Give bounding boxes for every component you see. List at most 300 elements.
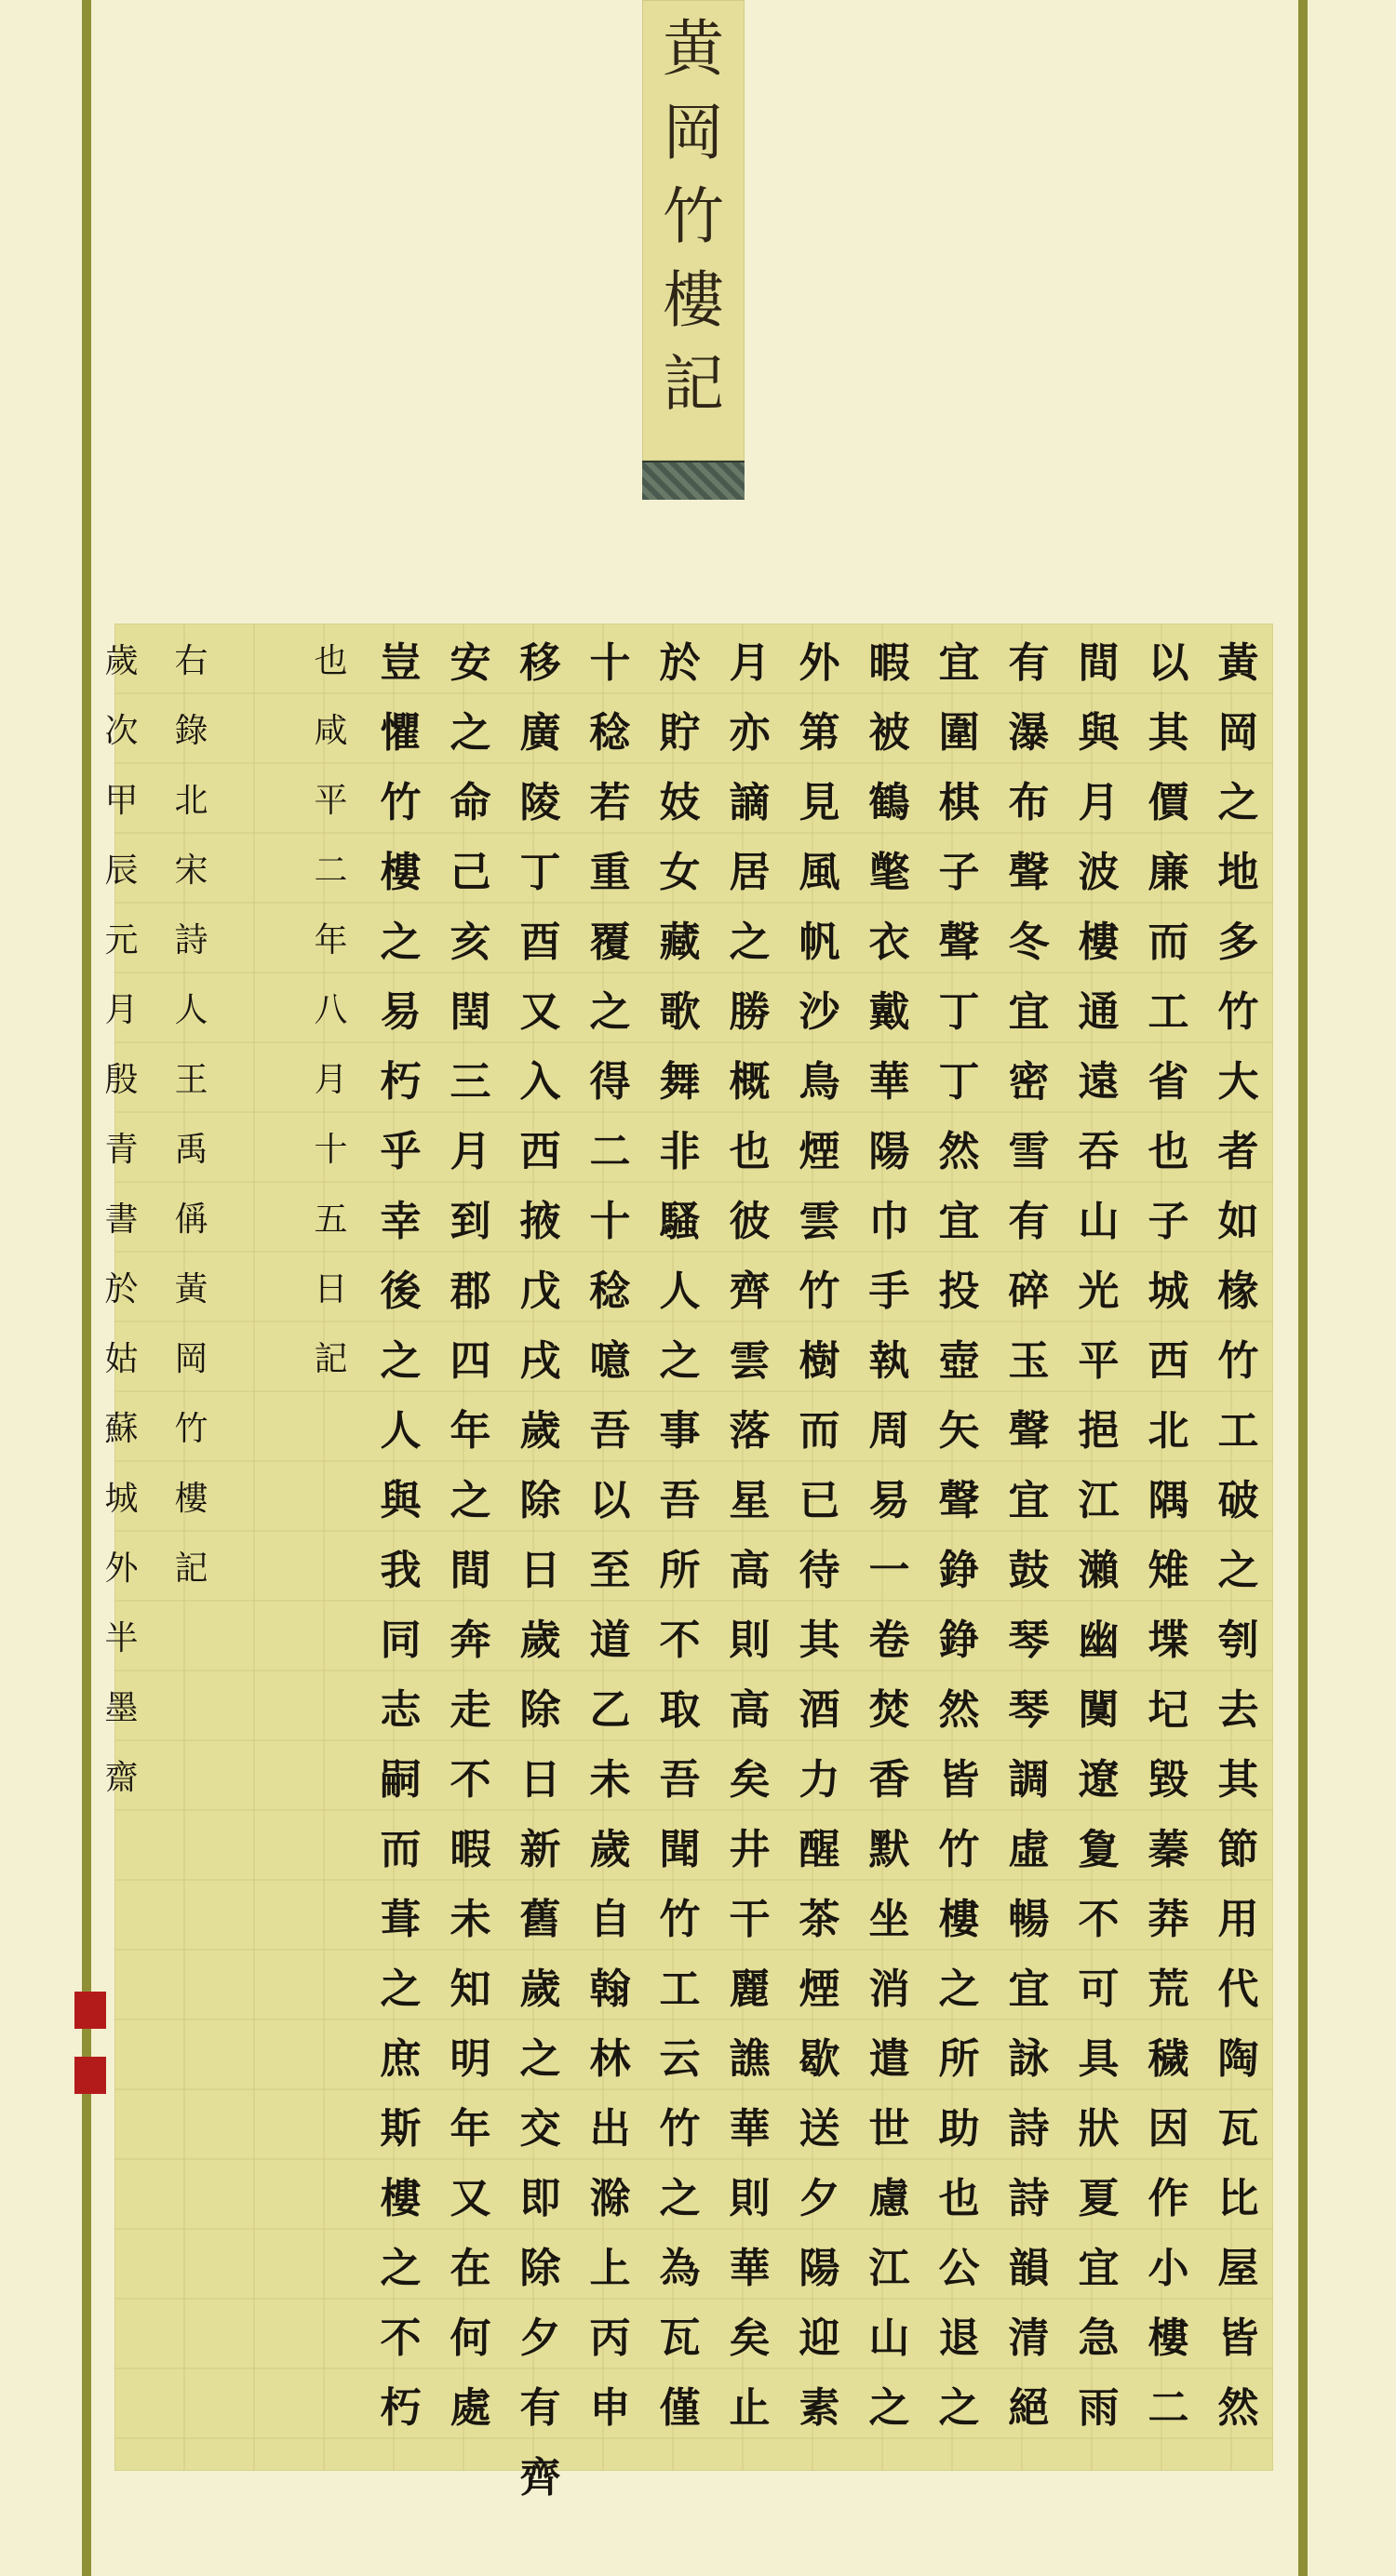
calligraphy-char: 北	[1148, 1406, 1189, 1455]
calligraphy-char: 王	[174, 1061, 208, 1099]
calligraphy-char: 卷	[868, 1616, 910, 1664]
calligraphy-char: 出	[589, 2104, 631, 2153]
calligraphy-char: 子	[1148, 1197, 1189, 1245]
calligraphy-char: 申	[589, 2383, 631, 2432]
calligraphy-panel	[104, 624, 1273, 2502]
calligraphy-char: 棋	[938, 778, 980, 826]
calligraphy-char: 助	[938, 2104, 980, 2153]
calligraphy-char: 莽	[1148, 1895, 1189, 1943]
calligraphy-char: 云	[659, 2034, 701, 2083]
calligraphy-char: 豈	[380, 638, 422, 687]
calligraphy-char: 山	[868, 2314, 910, 2362]
calligraphy-char: 星	[729, 1476, 771, 1524]
calligraphy-char: 竹	[174, 1410, 208, 1448]
calligraphy-char: 三	[450, 1057, 491, 1106]
calligraphy-char: 之	[1217, 1546, 1259, 1594]
calligraphy-char: 地	[1217, 848, 1259, 896]
calligraphy-char: 城	[104, 1480, 139, 1518]
calligraphy-char: 志	[380, 1685, 422, 1734]
calligraphy-char: 除	[519, 1685, 561, 1734]
calligraphy-char: 月	[450, 1127, 491, 1175]
calligraphy-char: 竹	[659, 1895, 701, 1943]
title-char: 記	[663, 348, 724, 420]
calligraphy-char: 在	[450, 2244, 491, 2292]
calligraphy-char: 年	[314, 921, 348, 959]
calligraphy-char: 瀑	[1008, 708, 1050, 757]
calligraphy-char: 者	[1217, 1127, 1259, 1175]
calligraphy-char: 不	[450, 1755, 491, 1804]
calligraphy-char: 井	[729, 1825, 771, 1873]
text-column	[226, 624, 296, 2471]
calligraphy-char: 之	[589, 987, 631, 1036]
calligraphy-char: 皆	[938, 1755, 980, 1804]
calligraphy-char: 風	[799, 848, 840, 896]
calligraphy-char: 勝	[729, 987, 771, 1036]
calligraphy-char: 同	[380, 1616, 422, 1664]
calligraphy-char: 破	[1217, 1476, 1259, 1524]
calligraphy-char: 堞	[1148, 1616, 1189, 1664]
calligraphy-char: 齊	[519, 2453, 561, 2502]
calligraphy-char: 詩	[174, 921, 208, 959]
calligraphy-char: 冬	[1008, 918, 1050, 966]
calligraphy-char: 蓁	[1148, 1825, 1189, 1873]
calligraphy-char: 聞	[659, 1825, 701, 1873]
calligraphy-char: 瀨	[1078, 1546, 1120, 1594]
calligraphy-char: 有	[1008, 638, 1050, 687]
text-column	[156, 624, 226, 2471]
decorative-knot	[642, 461, 745, 500]
calligraphy-char: 交	[519, 2104, 561, 2153]
calligraphy-char: 葺	[380, 1895, 422, 1943]
calligraphy-char: 歌	[659, 987, 701, 1036]
calligraphy-char: 之	[380, 2244, 422, 2292]
calligraphy-char: 刳	[1217, 1616, 1259, 1664]
calligraphy-char: 香	[868, 1755, 910, 1804]
calligraphy-char: 毀	[1148, 1755, 1189, 1804]
calligraphy-char: 懼	[380, 708, 422, 757]
calligraphy-char: 平	[1078, 1336, 1120, 1385]
calligraphy-char: 聲	[1008, 848, 1050, 896]
calligraphy-char: 竹	[799, 1267, 840, 1315]
calligraphy-char: 為	[659, 2244, 701, 2292]
calligraphy-char: 夕	[519, 2314, 561, 2362]
calligraphy-char: 則	[729, 2174, 771, 2222]
calligraphy-char: 齊	[729, 1267, 771, 1315]
right-mount-line	[1298, 0, 1308, 2576]
calligraphy-char: 屋	[1217, 2244, 1259, 2292]
calligraphy-char: 月	[1078, 778, 1120, 826]
calligraphy-char: 甲	[104, 782, 139, 820]
calligraphy-char: 之	[868, 2383, 910, 2432]
text-column	[575, 624, 645, 2471]
calligraphy-char: 歲	[589, 1825, 631, 1873]
calligraphy-char: 沙	[799, 987, 840, 1036]
calligraphy-char: 月	[314, 1061, 348, 1099]
calligraphy-char: 舊	[519, 1895, 561, 1943]
calligraphy-char: 未	[450, 1895, 491, 1943]
calligraphy-char: 圍	[938, 708, 980, 757]
calligraphy-char: 稔	[589, 708, 631, 757]
calligraphy-char: 日	[314, 1270, 348, 1308]
calligraphy-char: 力	[799, 1755, 840, 1804]
calligraphy-char: 間	[450, 1546, 491, 1594]
calligraphy-char: 易	[380, 987, 422, 1036]
calligraphy-char: 通	[1078, 987, 1120, 1036]
calligraphy-char: 消	[868, 1965, 910, 2013]
title-char: 岡	[663, 97, 724, 168]
calligraphy-char: 江	[1078, 1476, 1120, 1524]
calligraphy-char: 送	[799, 2104, 840, 2153]
calligraphy-char: 取	[659, 1685, 701, 1734]
calligraphy-char: 樓	[938, 1895, 980, 1943]
calligraphy-char: 之	[659, 1336, 701, 1385]
calligraphy-char: 騷	[659, 1197, 701, 1245]
calligraphy-char: 焚	[868, 1685, 910, 1734]
calligraphy-char: 藏	[659, 918, 701, 966]
calligraphy-char: 酒	[799, 1685, 840, 1734]
calligraphy-char: 陽	[799, 2244, 840, 2292]
calligraphy-char: 又	[519, 987, 561, 1036]
calligraphy-char: 矢	[938, 1406, 980, 1455]
calligraphy-char: 咸	[314, 712, 348, 750]
calligraphy-char: 二	[1148, 2383, 1189, 2432]
calligraphy-char: 墨	[104, 1689, 139, 1727]
calligraphy-char: 貯	[659, 708, 701, 757]
calligraphy-char: 挹	[1078, 1406, 1120, 1455]
calligraphy-char: 人	[659, 1267, 701, 1315]
calligraphy-char: 瓦	[1217, 2104, 1259, 2153]
calligraphy-char: 之	[450, 708, 491, 757]
calligraphy-char: 以	[589, 1476, 631, 1524]
calligraphy-char: 夐	[1078, 1825, 1120, 1873]
calligraphy-char: 素	[799, 2383, 840, 2432]
calligraphy-char: 戴	[868, 987, 910, 1036]
calligraphy-char: 歲	[519, 1406, 561, 1455]
calligraphy-char: 狀	[1078, 2104, 1120, 2153]
calligraphy-char: 也	[729, 1127, 771, 1175]
calligraphy-char: 命	[450, 778, 491, 826]
calligraphy-char: 麗	[729, 1965, 771, 2013]
calligraphy-char: 執	[868, 1336, 910, 1385]
calligraphy-char: 詠	[1008, 2034, 1050, 2083]
calligraphy-char: 居	[729, 848, 771, 896]
calligraphy-char: 穢	[1148, 2034, 1189, 2083]
calligraphy-char: 玉	[1008, 1336, 1050, 1385]
calligraphy-char: 偁	[174, 1201, 208, 1239]
calligraphy-char: 急	[1078, 2314, 1120, 2362]
calligraphy-char: 月	[729, 638, 771, 687]
calligraphy-char: 節	[1217, 1825, 1259, 1873]
calligraphy-char: 噫	[589, 1336, 631, 1385]
calligraphy-char: 齋	[104, 1759, 139, 1797]
calligraphy-char: 然	[938, 1127, 980, 1175]
calligraphy-char: 其	[799, 1616, 840, 1664]
calligraphy-char: 二	[314, 852, 348, 890]
calligraphy-char: 遣	[868, 2034, 910, 2083]
calligraphy-char: 公	[938, 2244, 980, 2292]
calligraphy-char: 有	[519, 2383, 561, 2432]
calligraphy-char: 之	[380, 918, 422, 966]
calligraphy-char: 高	[729, 1546, 771, 1594]
calligraphy-char: 辰	[104, 852, 139, 890]
calligraphy-char: 調	[1008, 1755, 1050, 1804]
red-seal-stamp	[74, 1992, 106, 2029]
calligraphy-char: 雨	[1078, 2383, 1120, 2432]
calligraphy-char: 宜	[938, 638, 980, 687]
calligraphy-char: 帆	[799, 918, 840, 966]
calligraphy-char: 雪	[1008, 1127, 1050, 1175]
calligraphy-char: 比	[1217, 2174, 1259, 2222]
calligraphy-char: 後	[380, 1267, 422, 1315]
calligraphy-char: 外	[799, 638, 840, 687]
text-column	[1064, 624, 1134, 2471]
calligraphy-char: 事	[659, 1406, 701, 1455]
calligraphy-char: 樹	[799, 1336, 840, 1385]
calligraphy-char: 入	[519, 1057, 561, 1106]
calligraphy-char: 幸	[380, 1197, 422, 1245]
calligraphy-char: 吾	[659, 1476, 701, 1524]
calligraphy-char: 歲	[104, 642, 139, 680]
text-column	[785, 624, 854, 2471]
calligraphy-char: 具	[1078, 2034, 1120, 2083]
calligraphy-char: 明	[450, 2034, 491, 2083]
text-column	[1203, 624, 1273, 2471]
calligraphy-char: 夕	[799, 2174, 840, 2222]
calligraphy-char: 然	[1217, 2383, 1259, 2432]
calligraphy-char: 記	[174, 1550, 208, 1588]
calligraphy-char: 其	[1148, 708, 1189, 757]
calligraphy-char: 華	[868, 1057, 910, 1106]
calligraphy-char: 上	[589, 2244, 631, 2292]
text-column	[994, 624, 1064, 2471]
calligraphy-char: 譙	[729, 2034, 771, 2083]
calligraphy-char: 丁	[519, 848, 561, 896]
calligraphy-char: 歲	[519, 1616, 561, 1664]
calligraphy-char: 皆	[1217, 2314, 1259, 2362]
calligraphy-char: 次	[104, 712, 139, 750]
calligraphy-char: 與	[1078, 708, 1120, 757]
calligraphy-char: 翰	[589, 1965, 631, 2013]
calligraphy-char: 錄	[174, 712, 208, 750]
calligraphy-char: 掖	[519, 1197, 561, 1245]
calligraphy-char: 也	[938, 2174, 980, 2222]
calligraphy-char: 詩	[1008, 2104, 1050, 2153]
calligraphy-char: 隅	[1148, 1476, 1189, 1524]
calligraphy-char: 代	[1217, 1965, 1259, 2013]
calligraphy-char: 即	[519, 2174, 561, 2222]
calligraphy-char: 碎	[1008, 1267, 1050, 1315]
calligraphy-char: 止	[729, 2383, 771, 2432]
calligraphy-char: 雲	[729, 1336, 771, 1385]
calligraphy-char: 如	[1217, 1197, 1259, 1245]
calligraphy-char: 茶	[799, 1895, 840, 1943]
calligraphy-char: 青	[104, 1131, 139, 1169]
calligraphy-char: 聲	[938, 918, 980, 966]
calligraphy-char: 十	[589, 1197, 631, 1245]
calligraphy-char: 煙	[799, 1127, 840, 1175]
calligraphy-char: 岡	[174, 1340, 208, 1378]
calligraphy-char: 待	[799, 1546, 840, 1594]
calligraphy-char: 矣	[729, 2314, 771, 2362]
calligraphy-char: 工	[1148, 987, 1189, 1036]
calligraphy-char: 丁	[938, 1057, 980, 1106]
calligraphy-char: 新	[519, 1825, 561, 1873]
calligraphy-char: 陵	[519, 778, 561, 826]
calligraphy-char: 省	[1148, 1057, 1189, 1106]
calligraphy-char: 高	[729, 1685, 771, 1734]
calligraphy-char: 元	[104, 921, 139, 959]
calligraphy-char: 而	[380, 1825, 422, 1873]
calligraphy-char: 之	[729, 918, 771, 966]
calligraphy-char: 西	[1148, 1336, 1189, 1385]
calligraphy-char: 坐	[868, 1895, 910, 1943]
calligraphy-char: 四	[450, 1336, 491, 1385]
calligraphy-char: 宜	[938, 1197, 980, 1245]
calligraphy-char: 於	[104, 1270, 139, 1308]
calligraphy-char: 之	[380, 1965, 422, 2013]
calligraphy-char: 至	[589, 1546, 631, 1594]
calligraphy-char: 遠	[1078, 1057, 1120, 1106]
calligraphy-char: 妓	[659, 778, 701, 826]
calligraphy-char: 陶	[1217, 2034, 1259, 2083]
text-column	[87, 624, 156, 2471]
calligraphy-char: 煙	[799, 1965, 840, 2013]
calligraphy-char: 宜	[1078, 2244, 1120, 2292]
calligraphy-char: 戊	[519, 1267, 561, 1315]
calligraphy-char: 吞	[1078, 1127, 1120, 1175]
calligraphy-char: 世	[868, 2104, 910, 2153]
calligraphy-char: 亥	[450, 918, 491, 966]
calligraphy-char: 一	[868, 1546, 910, 1594]
calligraphy-char: 詩	[1008, 2174, 1050, 2222]
calligraphy-char: 除	[519, 2244, 561, 2292]
calligraphy-char: 之	[1217, 778, 1259, 826]
calligraphy-char: 何	[450, 2314, 491, 2362]
calligraphy-char: 圮	[1148, 1685, 1189, 1734]
calligraphy-char: 陽	[868, 1127, 910, 1175]
red-seal-stamp	[74, 2057, 106, 2094]
calligraphy-char: 荒	[1148, 1965, 1189, 2013]
calligraphy-char: 去	[1217, 1685, 1259, 1734]
calligraphy-char: 歲	[519, 1965, 561, 2013]
calligraphy-char: 也	[314, 642, 348, 680]
calligraphy-char: 岡	[1217, 708, 1259, 757]
calligraphy-char: 竹	[1217, 987, 1259, 1036]
calligraphy-char: 所	[659, 1546, 701, 1594]
calligraphy-char: 斯	[380, 2104, 422, 2153]
calligraphy-char: 間	[1078, 638, 1120, 687]
calligraphy-char: 若	[589, 778, 631, 826]
text-column	[715, 624, 785, 2471]
calligraphy-char: 鳥	[799, 1057, 840, 1106]
calligraphy-char: 華	[729, 2104, 771, 2153]
calligraphy-char: 樓	[380, 848, 422, 896]
calligraphy-char: 所	[938, 2034, 980, 2083]
calligraphy-char: 朽	[380, 1057, 422, 1106]
calligraphy-char: 城	[1148, 1267, 1189, 1315]
calligraphy-char: 易	[868, 1476, 910, 1524]
calligraphy-char: 林	[589, 2034, 631, 2083]
calligraphy-char: 作	[1148, 2174, 1189, 2222]
calligraphy-char: 用	[1217, 1895, 1259, 1943]
calligraphy-char: 不	[659, 1616, 701, 1664]
calligraphy-char: 山	[1078, 1197, 1120, 1245]
calligraphy-char: 黃	[174, 1270, 208, 1308]
calligraphy-char: 滁	[589, 2174, 631, 2222]
text-column	[436, 624, 505, 2471]
calligraphy-char: 雉	[1148, 1546, 1189, 1594]
title-char: 樓	[663, 264, 724, 336]
calligraphy-char: 於	[659, 638, 701, 687]
calligraphy-char: 十	[314, 1131, 348, 1169]
calligraphy-char: 竹	[659, 2104, 701, 2153]
calligraphy-char: 宜	[1008, 1965, 1050, 2013]
calligraphy-char: 被	[868, 708, 910, 757]
calligraphy-char: 吾	[589, 1406, 631, 1455]
calligraphy-char: 衣	[868, 918, 910, 966]
calligraphy-char: 其	[1217, 1755, 1259, 1804]
calligraphy-char: 己	[450, 848, 491, 896]
calligraphy-char: 右	[174, 642, 208, 680]
calligraphy-char: 重	[589, 848, 631, 896]
calligraphy-char: 華	[729, 2244, 771, 2292]
text-column	[296, 624, 366, 2471]
text-column	[1134, 624, 1203, 2471]
calligraphy-char: 巾	[868, 1197, 910, 1245]
calligraphy-char: 聲	[1008, 1406, 1050, 1455]
calligraphy-char: 價	[1148, 778, 1189, 826]
calligraphy-char: 女	[659, 848, 701, 896]
calligraphy-char: 慮	[868, 2174, 910, 2222]
calligraphy-char: 北	[174, 782, 208, 820]
calligraphy-char: 默	[868, 1825, 910, 1873]
calligraphy-char: 年	[450, 2104, 491, 2153]
calligraphy-char: 月	[104, 991, 139, 1029]
calligraphy-char: 到	[450, 1197, 491, 1245]
calligraphy-char: 郡	[450, 1267, 491, 1315]
calligraphy-char: 壺	[938, 1336, 980, 1385]
calligraphy-char: 波	[1078, 848, 1120, 896]
calligraphy-char: 琴	[1008, 1616, 1050, 1664]
calligraphy-char: 五	[314, 1201, 348, 1239]
calligraphy-char: 舞	[659, 1057, 701, 1106]
calligraphy-char: 竹	[938, 1825, 980, 1873]
calligraphy-char: 廉	[1148, 848, 1189, 896]
calligraphy-char: 韻	[1008, 2244, 1050, 2292]
calligraphy-char: 宜	[1008, 1476, 1050, 1524]
calligraphy-char: 醒	[799, 1825, 840, 1873]
calligraphy-char: 二	[589, 1127, 631, 1175]
calligraphy-char: 錚	[938, 1546, 980, 1594]
text-column	[645, 624, 715, 2471]
calligraphy-char: 書	[104, 1201, 139, 1239]
calligraphy-char: 虛	[1008, 1825, 1050, 1873]
calligraphy-char: 不	[1078, 1895, 1120, 1943]
calligraphy-char: 手	[868, 1267, 910, 1315]
calligraphy-char: 丁	[938, 987, 980, 1036]
calligraphy-char: 樓	[1078, 918, 1120, 966]
calligraphy-char: 江	[868, 2244, 910, 2292]
calligraphy-char: 乙	[589, 1685, 631, 1734]
calligraphy-char: 西	[519, 1127, 561, 1175]
title-char: 竹	[663, 181, 724, 252]
calligraphy-char: 多	[1217, 918, 1259, 966]
text-column	[924, 624, 994, 2471]
calligraphy-char: 闃	[1078, 1685, 1120, 1734]
calligraphy-char: 第	[799, 708, 840, 757]
calligraphy-char: 日	[519, 1755, 561, 1804]
calligraphy-char: 迎	[799, 2314, 840, 2362]
